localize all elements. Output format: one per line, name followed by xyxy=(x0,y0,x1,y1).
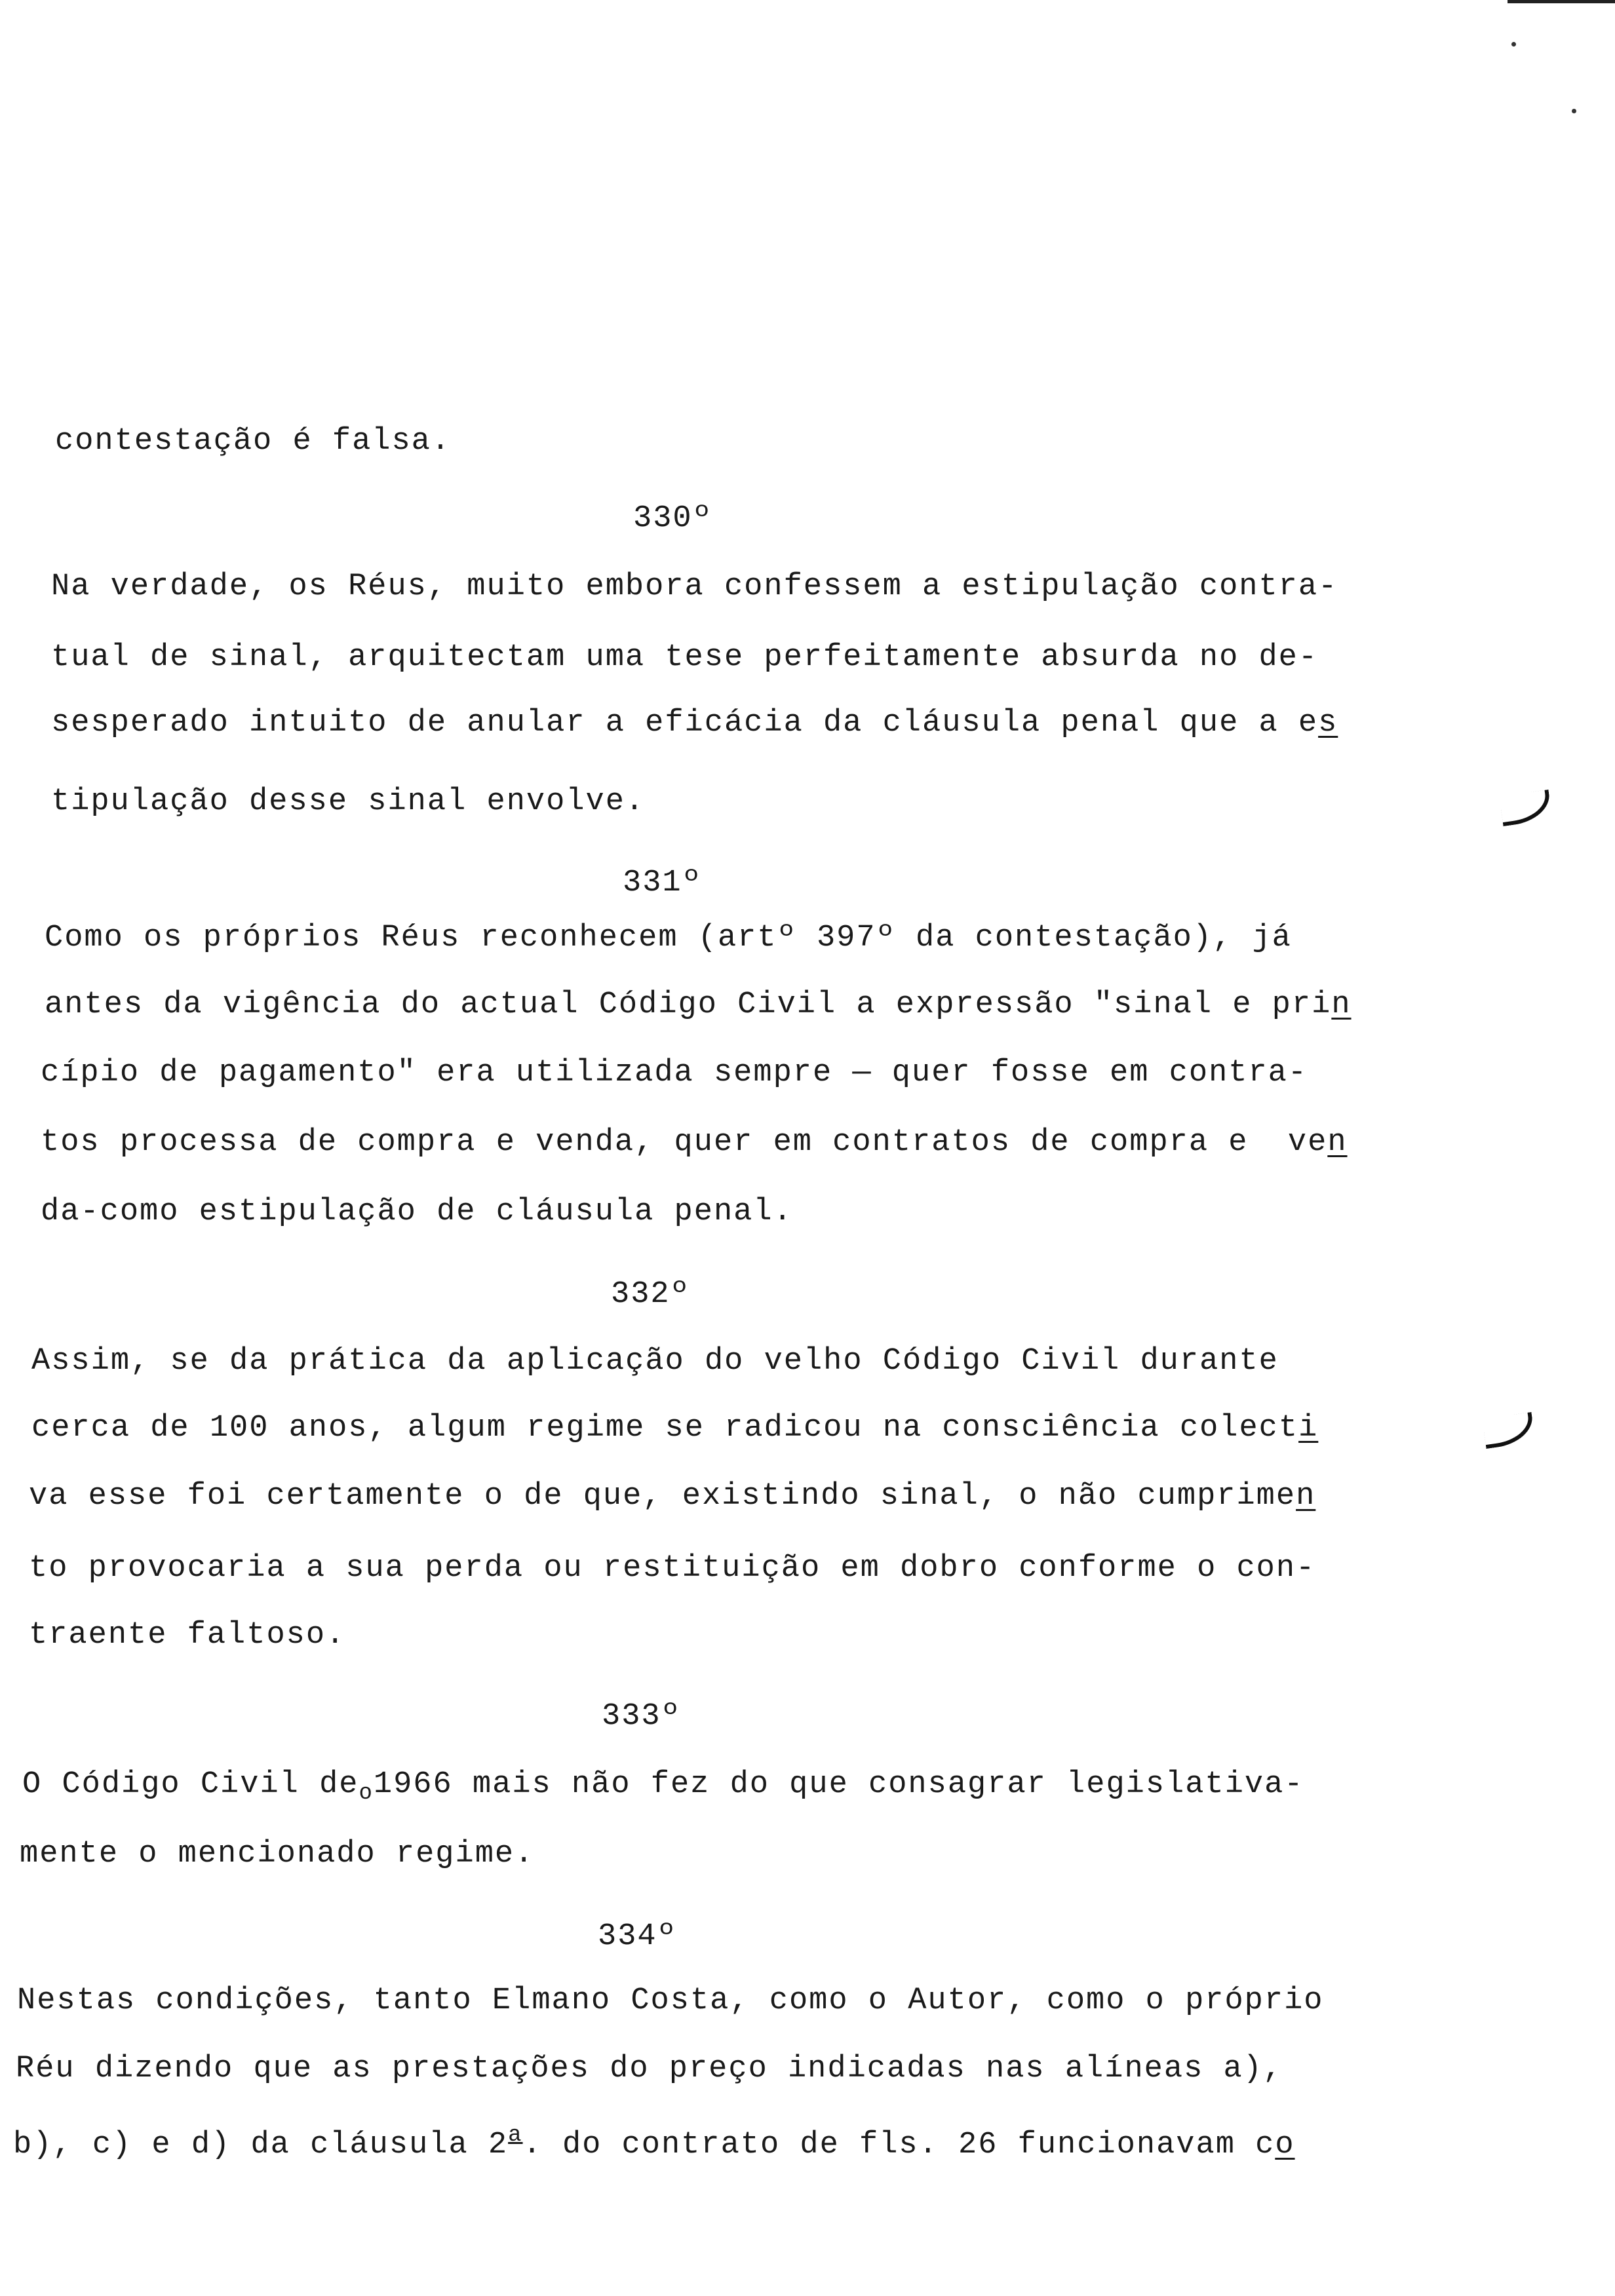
paragraph-number: 331º xyxy=(623,866,702,900)
text-line: Como os próprios Réus reconhecem (artº 397º da contestação), já xyxy=(45,921,1292,955)
paragraph-number: 333º xyxy=(602,1699,681,1734)
text-line: cerca de 100 anos, algum regime se radicou na consciência colecti xyxy=(31,1411,1319,1445)
text-line: Réu dizendo que as prestações do preço indicadas nas alíneas a), xyxy=(16,2052,1283,2086)
text-line: sesperado intuito de anular a eficácia da cláusula penal que a es xyxy=(51,706,1338,740)
paragraph-number: 332º xyxy=(611,1277,690,1312)
speck-mark xyxy=(1572,109,1576,113)
text-line: Na verdade, os Réus, muito embora confessem a estipulação contra- xyxy=(51,569,1338,604)
check-mark-icon xyxy=(1499,790,1553,826)
check-mark-icon xyxy=(1482,1412,1536,1449)
text-line: to provocaria a sua perda ou restituição em dobro conforme o con- xyxy=(29,1551,1316,1586)
paragraph-number: 334º xyxy=(598,1919,677,1954)
text-line: cípio de pagamento" era utilizada sempre — quer fosse em contra- xyxy=(41,1056,1308,1090)
text-line: mente o mencionado regime. xyxy=(20,1837,535,1871)
text-line: tipulação desse sinal envolve. xyxy=(51,784,646,819)
text-line: antes da vigência do actual Código Civil a expressão "sinal e prin xyxy=(45,987,1352,1022)
text-line: O Código Civil $de_o1966$ mais não fez do que consagrar legislativa- xyxy=(22,1767,1304,1806)
text-line: da-como estipulação de cláusula penal. xyxy=(41,1195,793,1229)
text-line: b), c) e d) da cláusula 2$^a$. do contrato de fls. 26 funcionavam co xyxy=(13,2123,1295,2162)
text-line: contestação é falsa. xyxy=(55,424,452,459)
top-edge-rule xyxy=(1508,0,1615,3)
text-line: Assim, se da prática da aplicação do velho Código Civil durante xyxy=(31,1344,1279,1379)
speck-mark xyxy=(1511,42,1516,47)
paragraph-number: 330º xyxy=(633,501,712,536)
text-line: traente faltoso. xyxy=(29,1618,346,1653)
text-line: tual de sinal, arquitectam uma tese perfeitamente absurda no de- xyxy=(51,640,1319,675)
text-line: tos processa de compra e venda, quer em contratos de compra e ven xyxy=(41,1125,1348,1160)
text-line: Nestas condições, tanto Elmano Costa, como o Autor, como o próprio xyxy=(17,1983,1324,2018)
text-line: va esse foi certamente o de que, existindo sinal, o não cumprimen xyxy=(29,1479,1316,1514)
